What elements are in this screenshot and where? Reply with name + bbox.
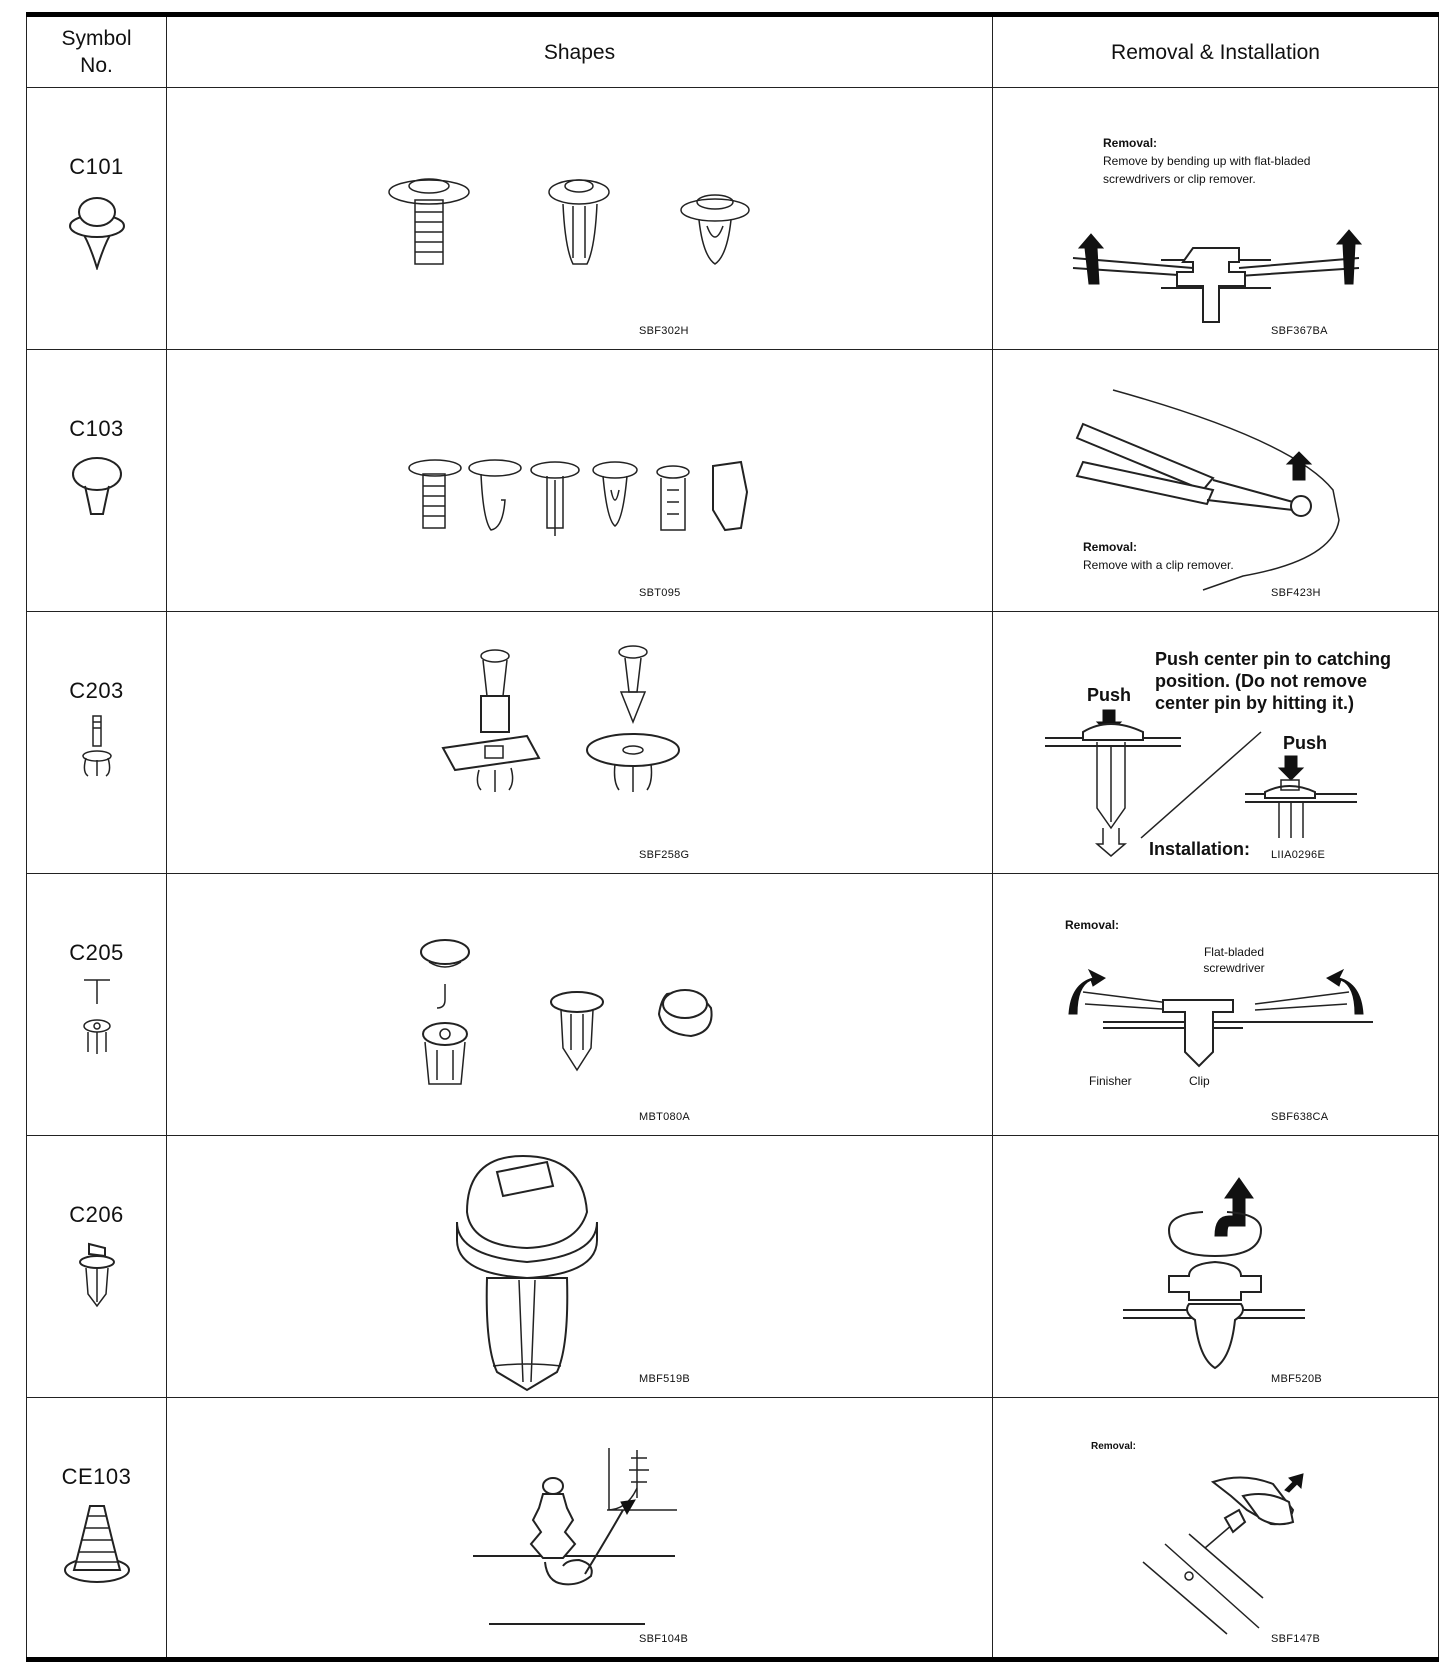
clip-c205-icon bbox=[72, 976, 122, 1056]
removal-illustration bbox=[993, 612, 1439, 874]
removal-cell bbox=[993, 874, 1439, 1136]
clip-c206-icon bbox=[72, 1238, 122, 1308]
header-shapes: Shapes bbox=[167, 15, 993, 88]
symbol-cell bbox=[27, 88, 167, 350]
symbol-number: C101 bbox=[69, 154, 124, 179]
clip-table bbox=[26, 12, 1439, 1662]
removal-title: Removal: bbox=[1065, 918, 1120, 932]
clip-c101-icon bbox=[67, 190, 127, 270]
removal-note bbox=[1083, 538, 1303, 574]
shape-figure-code: SBF258G bbox=[639, 849, 690, 861]
clip-shapes-illustration bbox=[167, 1136, 993, 1398]
header-symbol-line1: Symbol bbox=[61, 27, 132, 50]
removal-figure-code: SBF423H bbox=[1271, 587, 1321, 599]
shapes-cell bbox=[167, 612, 993, 874]
removal-illustration bbox=[993, 88, 1439, 350]
symbol-cell bbox=[27, 1136, 167, 1398]
shapes-cell bbox=[167, 88, 993, 350]
header-symbol-line2: No. bbox=[80, 54, 113, 77]
table-row bbox=[27, 350, 1439, 612]
clip-shapes-illustration bbox=[167, 612, 993, 874]
header-removal-installation: Removal & Installation bbox=[993, 15, 1439, 88]
removal-illustration bbox=[993, 1398, 1439, 1660]
removal-cell bbox=[993, 1398, 1439, 1660]
removal-cell bbox=[993, 88, 1439, 350]
removal-figure-code: SBF367BA bbox=[1271, 325, 1328, 337]
removal-text: Remove with a clip remover. bbox=[1083, 558, 1234, 572]
clip-reference-page bbox=[26, 12, 1438, 1662]
push-label-left: Push bbox=[1087, 685, 1132, 705]
table-row bbox=[27, 88, 1439, 350]
removal-text: Remove by bending up with flat-bladed screwdrivers or clip remover. bbox=[1103, 154, 1311, 186]
shapes-cell bbox=[167, 350, 993, 612]
symbol-cell bbox=[27, 612, 167, 874]
shapes-cell bbox=[167, 1398, 993, 1660]
symbol-number: C103 bbox=[69, 416, 124, 441]
shape-figure-code: SBF302H bbox=[639, 325, 689, 337]
header-symbol-no bbox=[27, 15, 167, 88]
table-header-row bbox=[27, 15, 1439, 88]
shapes-cell bbox=[167, 1136, 993, 1398]
table-row bbox=[27, 874, 1439, 1136]
shape-figure-code: MBT080A bbox=[639, 1111, 691, 1123]
table-row bbox=[27, 1398, 1439, 1660]
removal-figure-code: SBF638CA bbox=[1271, 1111, 1329, 1123]
clip-shapes-illustration bbox=[167, 1398, 993, 1660]
shape-figure-code: SBF104B bbox=[639, 1633, 689, 1645]
symbol-cell bbox=[27, 1398, 167, 1660]
removal-cell bbox=[993, 1136, 1439, 1398]
removal-illustration bbox=[993, 1136, 1439, 1398]
clip-label: Clip bbox=[1189, 1074, 1210, 1088]
table-row bbox=[27, 612, 1439, 874]
installation-instruction: Push center pin to catching position. (Do not remove center pin by hitting it.) bbox=[1155, 649, 1392, 713]
shapes-cell bbox=[167, 874, 993, 1136]
tool-label: Flat-bladed screwdriver bbox=[1203, 945, 1265, 975]
symbol-number: C203 bbox=[69, 678, 124, 703]
removal-title: Removal: bbox=[1083, 540, 1138, 554]
removal-cell bbox=[993, 350, 1439, 612]
symbol-number: CE103 bbox=[61, 1464, 132, 1489]
shape-figure-code: SBT095 bbox=[639, 587, 681, 599]
clip-shapes-illustration bbox=[167, 874, 993, 1136]
symbol-cell bbox=[27, 350, 167, 612]
symbol-number: C205 bbox=[69, 940, 124, 965]
removal-title: Removal: bbox=[1103, 136, 1158, 150]
clip-c203-icon bbox=[72, 714, 122, 784]
clip-shapes-illustration bbox=[167, 350, 993, 612]
symbol-number: C206 bbox=[69, 1202, 124, 1227]
shape-figure-code: MBF519B bbox=[639, 1373, 691, 1385]
table-row bbox=[27, 1136, 1439, 1398]
finisher-label: Finisher bbox=[1089, 1074, 1132, 1088]
removal-figure-code: LIIA0296E bbox=[1271, 849, 1326, 861]
removal-illustration bbox=[993, 874, 1439, 1136]
removal-title: Removal: bbox=[1091, 1441, 1137, 1452]
clip-ce103-icon bbox=[62, 1500, 132, 1586]
clip-shapes-illustration bbox=[167, 88, 993, 350]
removal-figure-code: SBF147B bbox=[1271, 1633, 1321, 1645]
symbol-cell bbox=[27, 874, 167, 1136]
clip-c103-icon bbox=[67, 452, 127, 522]
removal-figure-code: MBF520B bbox=[1271, 1373, 1323, 1385]
removal-cell bbox=[993, 612, 1439, 874]
push-label-right: Push bbox=[1283, 733, 1328, 753]
installation-label: Installation: bbox=[1149, 839, 1251, 859]
